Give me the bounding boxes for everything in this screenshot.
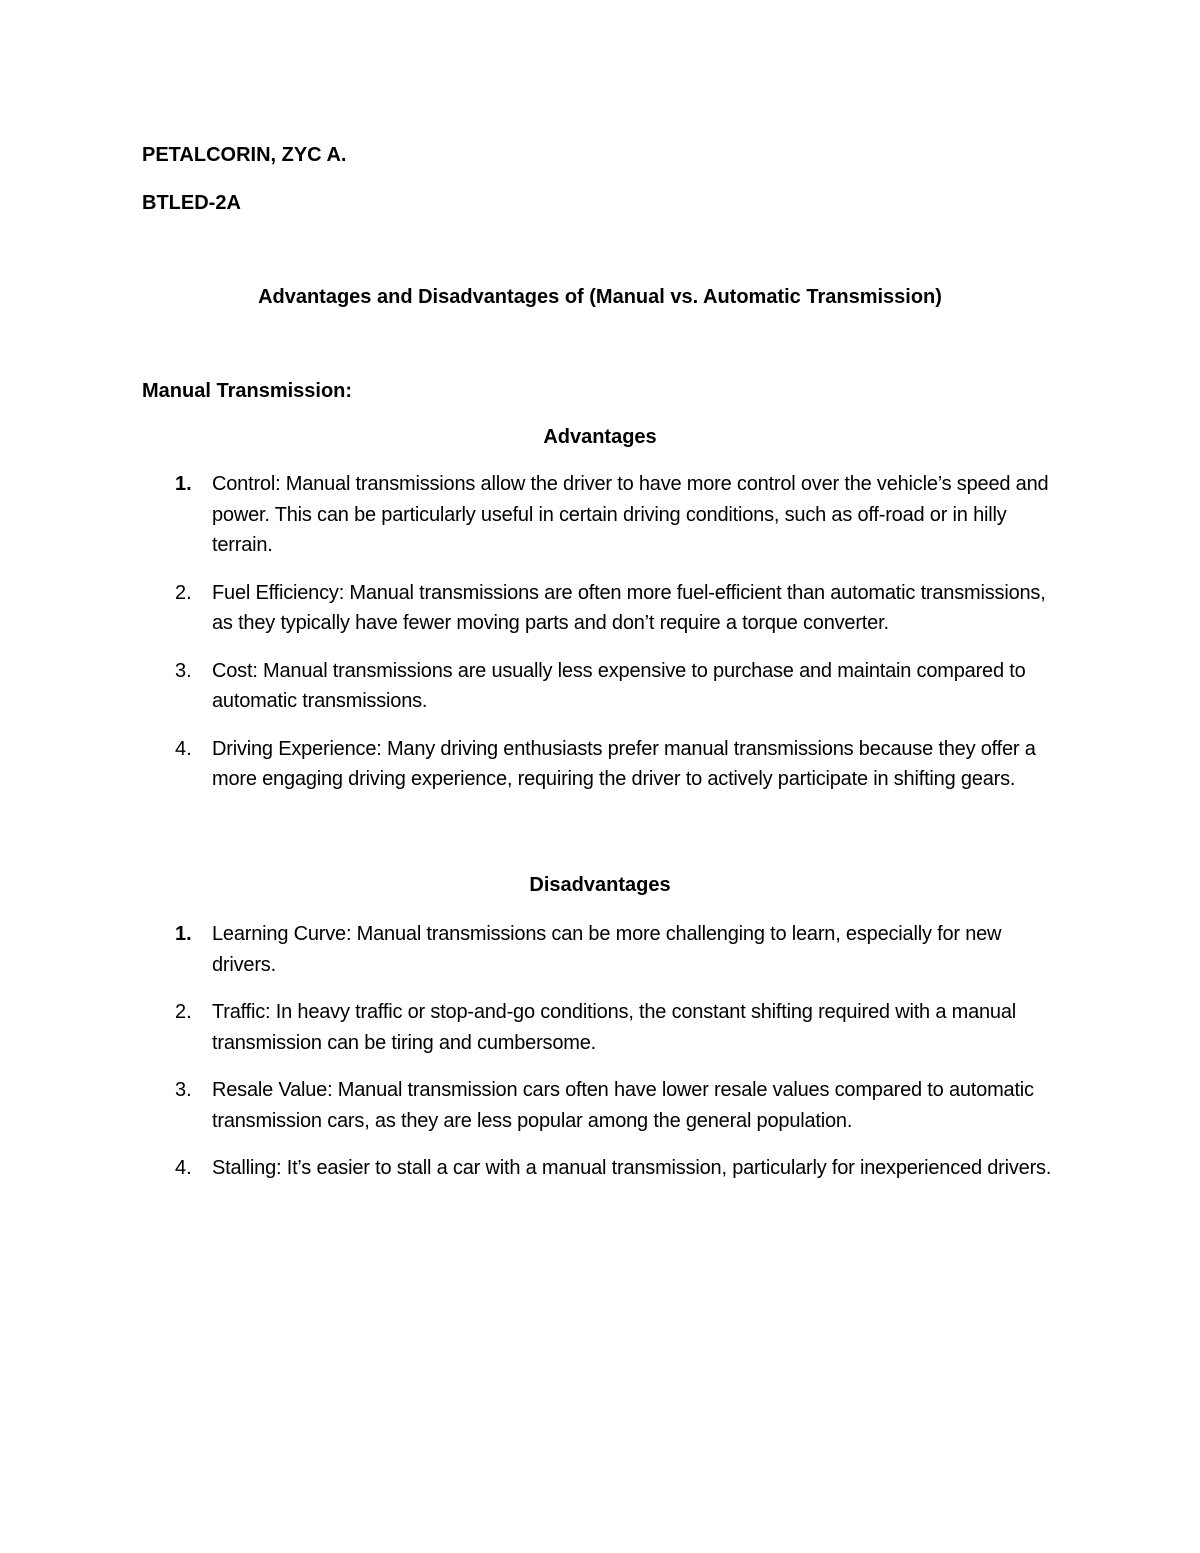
list-item-text: Traffic: In heavy traffic or stop-and-go conditions, the constant shifting required with a manual transmission can be tiring and cumbersome. <box>212 1001 1017 1054</box>
list-item-number: 3. <box>175 659 192 682</box>
list-item <box>0 578 1200 639</box>
manual-transmission-heading: Manual Transmission: <box>142 380 353 402</box>
list-item-number: 1. <box>175 473 192 495</box>
list-item-text: Fuel Efficiency: Manual transmissions are often more fuel-efficient than automatic transmissions, as they typically have fewer moving parts and don’t require a torque converter. <box>212 581 1046 634</box>
list-item <box>0 997 1200 1058</box>
student-name: PETALCORIN, ZYC A. <box>142 144 347 166</box>
list-item <box>0 919 1200 980</box>
list-item <box>0 656 1200 717</box>
disadvantages-list <box>0 919 1200 1201</box>
list-item <box>0 469 1200 561</box>
list-item <box>0 1153 1200 1184</box>
list-item <box>0 734 1200 795</box>
list-item-number: 3. <box>175 1079 192 1101</box>
list-item-number: 2. <box>175 1001 192 1023</box>
list-item <box>0 1075 1200 1136</box>
list-item-text: Resale Value: Manual transmission cars often have lower resale values compared to automatic transmission cars, as they are less popular among the general population. <box>212 1079 1034 1132</box>
advantages-heading: Advantages <box>543 426 657 448</box>
advantages-list <box>0 469 1200 812</box>
list-item-number: 2. <box>175 581 192 604</box>
list-item-number: 4. <box>175 1157 192 1179</box>
list-item-number: 1. <box>175 923 192 945</box>
list-item-text: Driving Experience: Many driving enthusiasts prefer manual transmissions because they offer a more engaging driving experience, requiring the driver to actively participate in shifting gears. <box>212 737 1036 790</box>
list-item-number: 4. <box>175 737 192 760</box>
list-item-text: Cost: Manual transmissions are usually less expensive to purchase and maintain compared to automatic transmissions. <box>212 659 1026 712</box>
list-item-text: Stalling: It’s easier to stall a car with a manual transmission, particularly for inexperienced drivers. <box>212 1157 1052 1179</box>
list-item-text: Control: Manual transmissions allow the driver to have more control over the vehicle’s speed and power. This can be particularly useful in certain driving conditions, such as off-road or in hilly terrain. <box>212 473 1049 556</box>
disadvantages-heading: Disadvantages <box>529 874 671 896</box>
list-item-text: Learning Curve: Manual transmissions can be more challenging to learn, especially for new drivers. <box>212 923 1002 976</box>
student-section: BTLED-2A <box>142 192 241 214</box>
document-title: Advantages and Disadvantages of (Manual vs. Automatic Transmission) <box>258 286 942 308</box>
